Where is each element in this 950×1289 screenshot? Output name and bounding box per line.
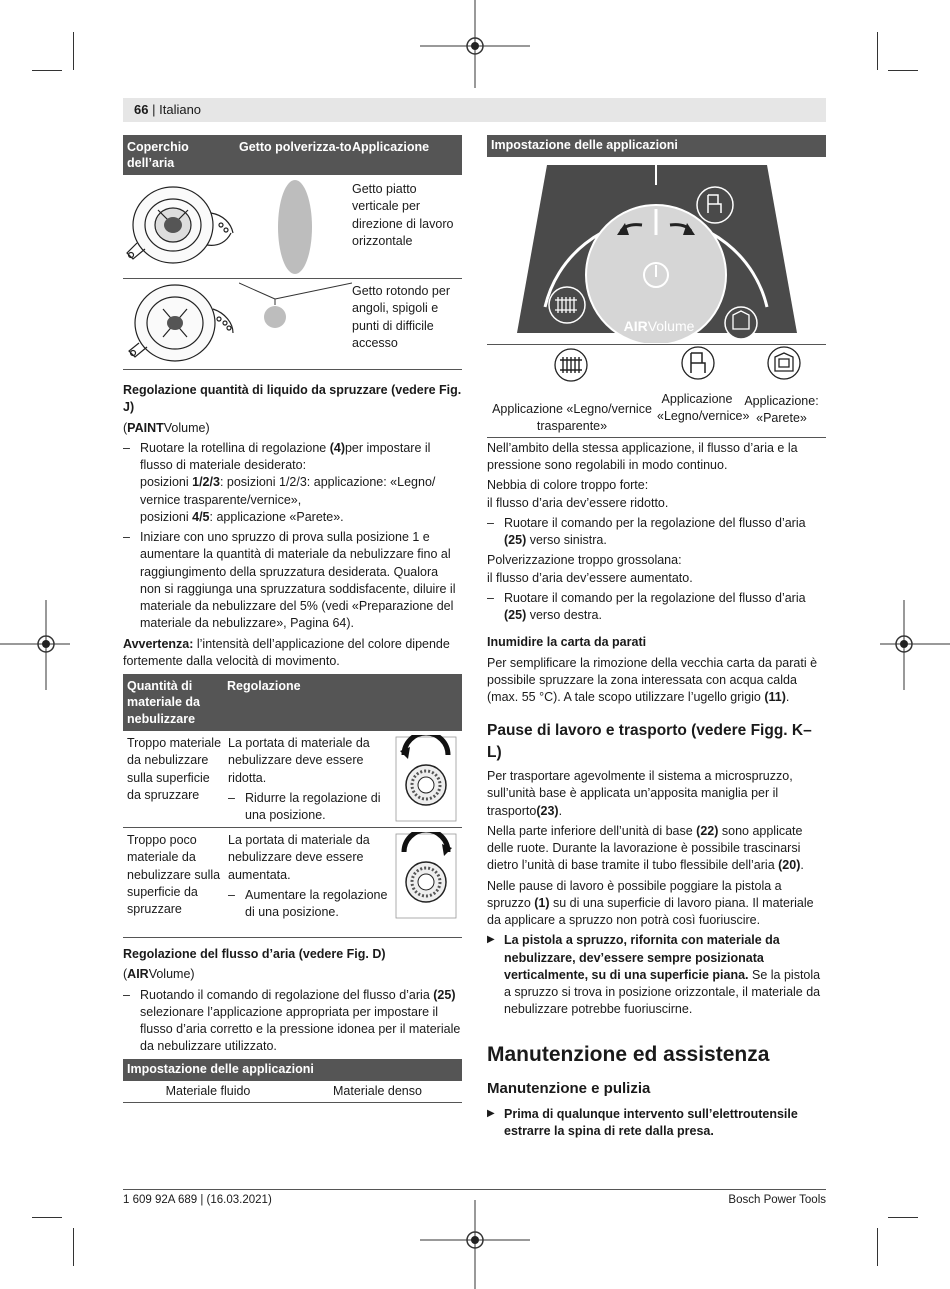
nozzle-table-header — [123, 135, 462, 175]
footer-brand: Bosch Power Tools — [728, 1194, 826, 1206]
regulation-cell — [224, 735, 390, 827]
app-label-wood-clear: Applicazione «Legno/vernice trasparente» — [492, 402, 652, 433]
ref: (20) — [778, 858, 801, 873]
flat-jet-image — [239, 175, 352, 278]
text: posizioni — [140, 509, 193, 524]
text: . — [785, 690, 790, 704]
air-cap-image — [123, 175, 239, 278]
turn-right-step — [487, 590, 826, 625]
wall-icon — [766, 345, 802, 381]
air-volume-heading: Regolazione del flusso d’aria (vedere Fig. D) — [123, 947, 386, 961]
text: Per trasportare agevolmente il sistema a microspruzzo, sull’unità base è applicata un’apposita maniglia per il trasporto — [487, 769, 793, 818]
regulation-action: – Ridurre la regolazione di una posizione. — [228, 790, 390, 825]
paint-volume-heading: Regolazione quantità di liquido da spruzzare (vedere Fig. J) — [123, 383, 462, 415]
header-language: Italiano — [159, 102, 202, 117]
warning-bold: La pistola a spruzzo, rifornita con materiale da nebulizzare, dev’essere sempre posizionata verticalmente, su di una superficie piana. — [504, 933, 780, 982]
text: sono applicate delle ruote. Durante la lavorazione è possibile trascinarsi dietro l’unità di base tramite il tubo flessibile dell’aria — [487, 823, 803, 873]
dial-label-air: AIR — [623, 318, 648, 334]
right-column — [487, 135, 826, 1144]
too-strong — [487, 477, 826, 512]
air-cap-flat-icon — [123, 175, 239, 275]
text: verso destra. — [526, 608, 602, 622]
too-coarse — [487, 552, 826, 587]
text: Per semplificare la rimozione della vecchia carta da parati è possibile spruzzare la zona interessata con acqua calda (max. 55 °C). A tale scopo utilizzare l’ugello grigio — [487, 655, 818, 704]
regulation-table-header — [123, 674, 462, 731]
air-cap-image — [123, 279, 239, 369]
nozzle-header-application: Applicazione — [352, 140, 430, 154]
continuous-adjust: Nell’ambito della stessa applicazione, il flusso d’aria e la pressione sono regolabili in modo continuo. — [487, 440, 798, 472]
page-number: 66 — [134, 102, 149, 117]
regulation-row-too-much — [123, 731, 462, 828]
wallpaper-heading: Inumidire la carta da parati — [487, 635, 647, 650]
nozzle-header-cap: Coperchio dell’aria — [127, 140, 189, 171]
crop-mark — [73, 32, 74, 70]
app-label-wood: Applicazione «Legno/vernice» — [657, 392, 750, 423]
footer-doc-id: 1 609 92A 689 | (16.03.2021) — [123, 1194, 272, 1206]
right-table-header: Impostazione delle applicazioni — [487, 135, 826, 157]
regulation-cell — [224, 832, 390, 937]
chair-icon — [680, 345, 716, 381]
regulation-text: La portata di materiale da nebulizzare deve essere aumentata. — [228, 833, 370, 882]
vertical-warning — [487, 932, 826, 1018]
dial-label — [624, 318, 695, 334]
air-flow-text — [487, 440, 826, 1141]
paint-volume-section — [123, 382, 462, 670]
paint-volume-label — [123, 420, 462, 437]
air-bold: AIR — [127, 967, 149, 982]
paint-note — [123, 636, 462, 671]
radiator-icon — [549, 287, 585, 323]
note-label: Avvertenza: — [123, 636, 194, 651]
round-jet-shape — [239, 279, 352, 367]
text: per impostare il flusso di materiale desiderato: — [140, 440, 431, 472]
round-jet-image — [239, 279, 352, 369]
text: selezionare l’applicazione appropriata per impostare il flusso d’aria corretto e la pressione idonea per il materiale da nebulizzare utilizzato. — [140, 1004, 461, 1054]
maintenance-subheading: Manutenzione e pulizia — [487, 1080, 651, 1098]
pause-text-2 — [487, 823, 826, 875]
ref: (25) — [504, 608, 527, 622]
dial-figure — [487, 157, 826, 345]
crop-mark — [32, 1217, 62, 1218]
label-rest: Volume) — [163, 420, 210, 435]
round-jet-application: Getto rotondo per angoli, spigoli e punti di difficile accesso — [352, 284, 450, 350]
air-volume-label — [123, 966, 462, 983]
ref: (1) — [534, 895, 550, 910]
radiator-icon — [553, 347, 589, 383]
air-step-1 — [123, 987, 462, 1056]
crop-mark — [888, 1217, 918, 1218]
quantity-too-much: Troppo materiale da nebulizzare sulla superficie da spruzzare — [127, 736, 222, 802]
nozzle-header-jet: Getto polverizza-to — [239, 140, 352, 154]
text: Ruotare il comando per la regolazione del flusso d’aria — [504, 515, 806, 530]
regulation-text: La portata di materiale da nebulizzare deve essere ridotta. — [228, 736, 370, 785]
text: il flusso d’aria dev’essere ridotto. — [487, 495, 669, 510]
label-rest: Volume) — [148, 967, 195, 982]
pause-text-1 — [487, 768, 826, 820]
left-column — [123, 135, 462, 1103]
text: Ruotando il comando di regolazione del flusso d’aria — [140, 987, 434, 1002]
air-cap-round-icon — [123, 279, 239, 367]
text: Nella parte inferiore dell’unità di base — [487, 823, 697, 838]
text: il flusso d’aria dev’essere aumentato. — [487, 570, 693, 585]
page-header — [123, 98, 826, 122]
ref: (11) — [764, 690, 786, 704]
text: Nebbia di colore troppo forte: — [487, 478, 649, 493]
knob-increase-icon — [390, 832, 460, 922]
label-open: ( — [123, 420, 128, 435]
regulation-table — [123, 674, 462, 938]
header-separator: | — [152, 102, 156, 117]
warning-bold: Prima di qualunque intervento sull’elettroutensile estrarre la spina di rete dalla presa. — [504, 1107, 798, 1139]
app-label-wall: Applicazione: «Parete» — [744, 394, 819, 425]
app-labels-row — [487, 391, 826, 438]
knob-image — [390, 832, 462, 937]
flat-jet-shape — [239, 175, 352, 275]
ref: (22) — [696, 823, 719, 838]
wall-icon — [725, 307, 757, 339]
knob-image — [390, 735, 462, 827]
fluid-material: Materiale fluido — [165, 1083, 251, 1098]
page-footer — [123, 1189, 826, 1209]
registration-mark-top — [420, 0, 530, 90]
flat-jet-application: Getto piatto verticale per direzione di lavoro orizzontale — [352, 182, 454, 248]
regulation-action: – Aumentare la regolazione di una posizione. — [228, 887, 390, 922]
crop-mark — [877, 1228, 878, 1266]
ref: (23) — [536, 803, 559, 818]
text: posizioni — [140, 475, 193, 490]
app-icons-row — [487, 345, 826, 391]
positions-45: 4/5 — [192, 509, 210, 524]
wallpaper-text — [487, 655, 826, 707]
pause-text-3 — [487, 878, 826, 930]
paint-step-2: – Iniziare con uno spruzzo di prova sulla posizione 1 e aumentare la quantità di materiale da nebulizzare fino al raggiungimento della spruzzatura desiderata. Qualora non si raggiunga una spruzzatura soddisfacente, diluire il materiale da nebulizzare del 5% (vedi «Preparazione del materiale da nebulizzare», Pagina 64). — [123, 529, 462, 633]
regulation-header-quantity: Quantità di materiale da nebulizzare — [127, 679, 200, 726]
text: Ruotare il comando per la regolazione del flusso d’aria — [504, 590, 806, 605]
nozzle-row-round — [123, 279, 462, 370]
text: . — [800, 858, 804, 873]
text: Ruotare la rotellina di regolazione — [140, 440, 330, 455]
crop-mark — [877, 32, 878, 70]
registration-mark-right — [880, 600, 950, 690]
turn-left-step — [487, 515, 826, 550]
ref: (25) — [504, 533, 527, 547]
text: : applicazione «Parete». — [209, 509, 344, 524]
maintenance-heading: Manutenzione ed assistenza — [487, 1042, 770, 1066]
text: Nelle pause di lavoro è possibile poggiare la pistola a spruzzo — [487, 878, 782, 910]
text: verso sinistra. — [526, 533, 607, 547]
application-settings-table — [123, 1059, 462, 1103]
positions-123: 1/2/3 — [192, 475, 220, 490]
nozzle-table — [123, 135, 462, 370]
application-settings-row — [123, 1081, 462, 1103]
application-settings-header: Impostazione delle applicazioni — [123, 1059, 462, 1081]
note-text: l’intensità dell’applicazione del colore dipende fortemente dalla velocità di movimento. — [123, 636, 450, 668]
regulation-row-too-little — [123, 828, 462, 938]
crop-mark — [32, 70, 62, 71]
text: : posizioni 1/2/3: applicazione: «Legno/ vernice trasparente/vernice», — [140, 475, 436, 507]
text: Polverizzazione troppo grossolana: — [487, 553, 682, 568]
air-volume-dial — [487, 157, 826, 343]
paint-step-1 — [123, 440, 462, 526]
quantity-too-little: Troppo poco materiale da nebulizzare sulla superficie da spruzzare — [127, 833, 221, 916]
text: su di una superficie di lavoro piana. Il materiale da applicare a spruzzo non potrà così fuoriuscire. — [487, 895, 814, 927]
pause-heading: Pause di lavoro e trasporto (vedere Figg. K–L) — [487, 722, 812, 761]
regulation-header-regulation: Regolazione — [227, 679, 301, 693]
dial-label-volume: Volume — [647, 318, 695, 334]
registration-mark-bottom — [420, 1200, 530, 1289]
paint-bold: PAINT — [127, 420, 164, 435]
nozzle-row-flat — [123, 175, 462, 279]
text: . — [558, 803, 563, 818]
crop-mark — [73, 1228, 74, 1266]
label-open: ( — [123, 967, 128, 982]
warning-text: Se la pistola a spruzzo si trova in posizione orizzontale, il materiale da nebulizzare potrebbe fuoriuscirne. — [504, 967, 821, 1017]
air-volume-section — [123, 946, 462, 1056]
unplug-warning — [487, 1106, 826, 1141]
crop-mark — [888, 70, 918, 71]
dense-material: Materiale denso — [333, 1083, 422, 1098]
registration-mark-left — [0, 600, 70, 690]
air-volume-diagram — [487, 135, 826, 438]
knob-decrease-icon — [390, 735, 460, 825]
ref: (4) — [329, 440, 345, 455]
ref: (25) — [433, 987, 456, 1002]
chair-icon — [697, 187, 733, 223]
